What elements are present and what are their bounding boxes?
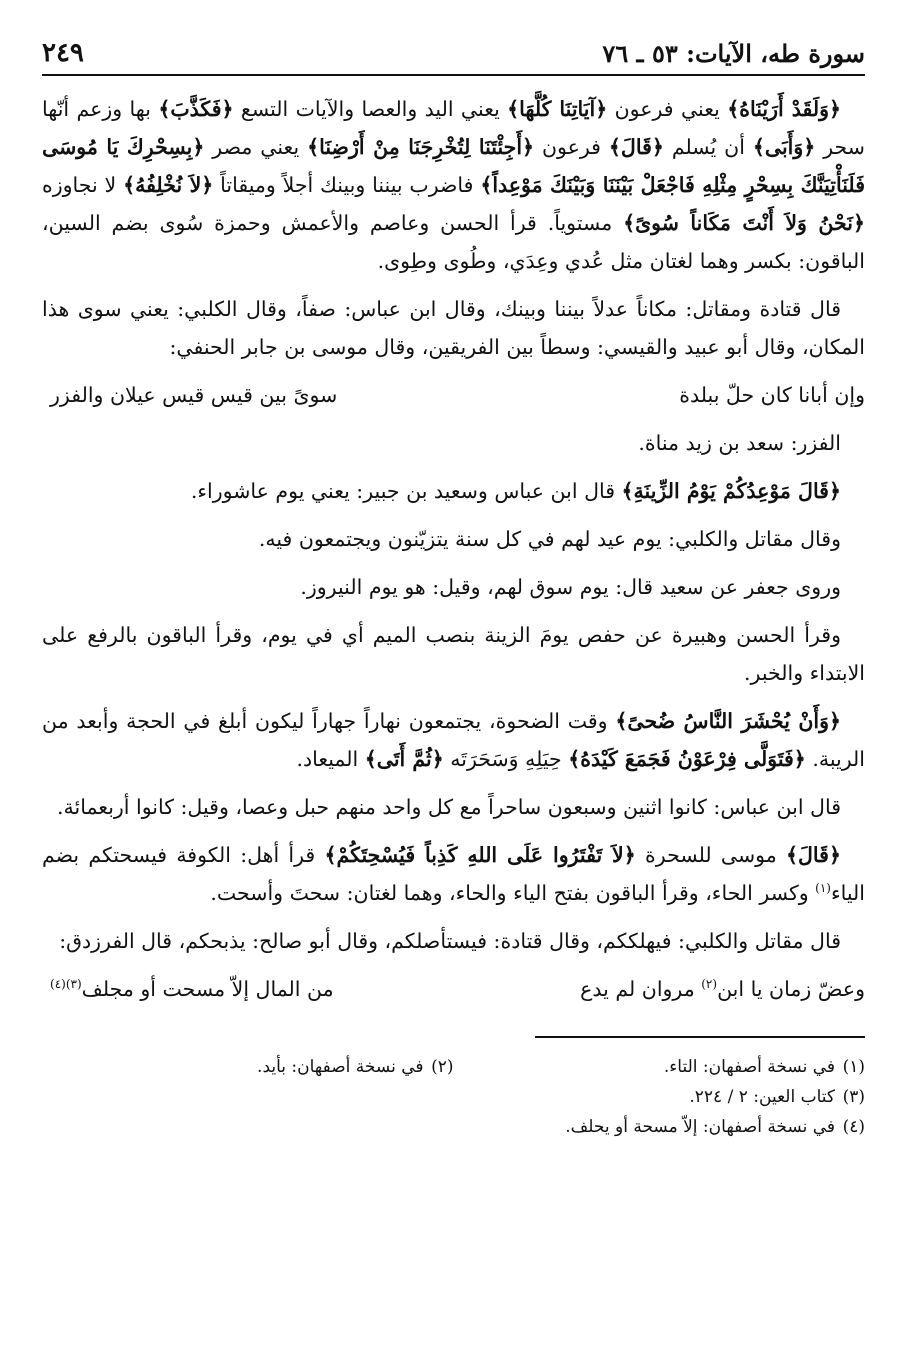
quran-quote: ﴿أَجِئْتَنَا لِتُخْرِجَنَا مِنْ أَرْضِنَا﴾ xyxy=(307,135,535,159)
quran-quote: ﴿وَأَنْ يُحْشَرَ النَّاسُ ضُحىً﴾ xyxy=(615,709,842,733)
footnote-divider xyxy=(535,1036,865,1038)
text: فاضرب بيننا وبينك أجلاً وميقاتاً xyxy=(213,173,481,197)
text: بها وزعم أنّها سحر xyxy=(42,97,865,159)
paragraph: قال قتادة ومقاتل: مكاناً عدلاً بيننا وبينك، وقال ابن عباس: صفاً، وقال الكلبي: يعني سوى هذا المكان، وقال أبو عبيد والقيسي: وسطاً بين الفريقين، وقال موسى بن جابر الحنفي: xyxy=(42,297,865,359)
quran-quote: ﴿فَكَذَّبَ﴾ xyxy=(158,97,234,121)
text: موسى للسحرة xyxy=(635,843,787,867)
verse-text: مروان لم يدع xyxy=(580,977,702,1001)
footnote-number: (٣) xyxy=(842,1087,865,1107)
paragraph xyxy=(42,90,865,280)
poetry-verse xyxy=(42,970,865,1008)
paragraph: قال مقاتل والكلبي: فيهلككم، وقال قتادة: فيستأصلكم، وقال أبو صالح: يذبحكم، قال الفرزدق: xyxy=(59,929,841,953)
paragraph: وقال مقاتل والكلبي: يوم عيد لهم في كل سنة يتزيّنون ويجتمعون فيه. xyxy=(258,527,841,551)
footnote-ref[interactable]: (٣)(٤) xyxy=(50,977,82,992)
quran-quote: ﴿وَلَقَدْ أَرَيْنَاهُ﴾ xyxy=(727,97,842,121)
quran-quote: ﴿وَأَبَى﴾ xyxy=(752,135,816,159)
footnote xyxy=(454,1082,866,1112)
verse-text: وعضّ زمان يا ابن xyxy=(717,977,865,1001)
poetry-verse xyxy=(42,376,865,414)
page-header xyxy=(42,28,865,76)
paragraph: الفزر: سعد بن زيد مناة. xyxy=(638,431,841,455)
verse-second-half xyxy=(50,970,334,1008)
footnote xyxy=(42,1112,865,1142)
verse-text: من المال إلاّ مسحت أو مجلف xyxy=(81,977,334,1001)
chapter-title: سورة طه، الآيات: ٥٣ ـ ٧٦ xyxy=(602,39,865,68)
text: يعني اليد والعصا والآيات التسع xyxy=(233,97,508,121)
page-body xyxy=(42,90,865,1008)
verse-second-half: سوىً بين قيس قيس عيلان والفزر xyxy=(50,383,338,407)
quran-quote: ﴿بِسِحْرِكَ يَا مُوسَى فَلَنَأْتِيَنَّكَ بِسِحْرٍ مِثْلِهِ فَاجْعَلْ بَيْنَنَا وَبَيْنَكَ مَوْعِداً﴾ xyxy=(42,135,865,197)
text: حِيَلِهِ وَسَحَرَتَه xyxy=(443,747,569,771)
footnote-row xyxy=(42,1052,865,1082)
footnote-row xyxy=(42,1112,865,1142)
footnote-row xyxy=(42,1082,865,1112)
verse-first-half xyxy=(580,970,865,1008)
page-number: ٢٤٩ xyxy=(42,38,84,68)
footnote-text: كتاب العين: ٢ / ٢٢٤. xyxy=(689,1087,835,1107)
verse-first-half: وإن أبانا كان حلّ ببلدة xyxy=(679,383,865,407)
text: وكسر الحاء، وقرأ الباقون بفتح الياء والحاء، وهما لغتان: سحتَ وأسحت. xyxy=(210,881,816,905)
text: يعني فرعون xyxy=(607,97,728,121)
paragraph: وقرأ الحسن وهبيرة عن حفص يومَ الزينة بنصب الميم أي في يوم، وقرأ الباقون بالرفع على الابتداء والخبر. xyxy=(42,623,865,685)
paragraph xyxy=(42,836,865,912)
footnote-text: في نسخة أصفهان: التاء. xyxy=(663,1057,835,1077)
quran-quote: ﴿آيَاتِنَا كُلَّهَا﴾ xyxy=(507,97,608,121)
footnote-number: (١) xyxy=(842,1057,865,1077)
footnote-number: (٤) xyxy=(842,1117,865,1137)
text: قرأ أهل: الكوفة فيسحتكم بضم الياء xyxy=(42,843,865,905)
paragraph xyxy=(42,702,865,778)
text: الميعاد. xyxy=(296,747,365,771)
footnote-text: في نسخة أصفهان: بأيد. xyxy=(257,1057,424,1077)
footnote xyxy=(454,1052,866,1082)
footnote-number: (٢) xyxy=(431,1057,454,1077)
quran-quote: ﴿فَتَوَلَّى فِرْعَوْنُ فَجَمَعَ كَيْدَهُ﴾ xyxy=(568,747,806,771)
text: وقت الضحوة، يجتمعون نهاراً جهاراً ليكون أبلغ في الحجة وأبعد من الريبة. xyxy=(42,709,865,771)
footnotes xyxy=(42,1052,865,1142)
paragraph: قال ابن عباس: كانوا اثنين وسبعون ساحراً مع كل واحد منهم حبل وعصا، وقيل: كانوا أربعمائة. xyxy=(57,795,841,819)
text: مستوياً. قرأ الحسن وعاصم والأعمش وحمزة سُوى بضم السين، الباقون: بكسر وهما لغتان مثل عُدي وعِدَي، وطُوى وطِوى. xyxy=(42,211,865,273)
paragraph: وروى جعفر عن سعيد قال: يوم سوق لهم، وقيل: هو يوم النيروز. xyxy=(300,575,841,599)
quran-quote: ﴿قَالَ﴾ xyxy=(786,843,841,867)
footnote xyxy=(42,1052,454,1082)
footnote-ref[interactable]: (١) xyxy=(815,881,831,896)
footnote-text: في نسخة أصفهان: إلاّ مسحة أو يحلف. xyxy=(565,1117,835,1137)
text: يعني مصر xyxy=(204,135,308,159)
quran-quote: ﴿قَالَ﴾ xyxy=(608,135,664,159)
quran-quote: ﴿ثُمَّ أَتَى﴾ xyxy=(364,747,444,771)
footnote-ref[interactable]: (٢) xyxy=(701,977,718,992)
text: أن يُسلم xyxy=(663,135,753,159)
text: لا نجاوزه xyxy=(42,173,124,197)
quran-quote: ﴿نَحْنُ وَلاَ أَنْتَ مَكَاناً سُوىً﴾ xyxy=(623,211,865,235)
text: فرعون xyxy=(534,135,609,159)
text: قال ابن عباس وسعيد بن جبير: يعني يوم عاشوراء. xyxy=(190,479,622,503)
quran-quote: ﴿لاَ نُخْلِفُهُ﴾ xyxy=(123,173,214,197)
quran-quote: ﴿قَالَ مَوْعِدُكُمْ يَوْمُ الزِّينَةِ﴾ xyxy=(621,479,841,503)
quran-quote: ﴿لاَ تَفْتَرُوا عَلَى اللهِ كَذِباً فَيُسْحِتَكُمْ﴾ xyxy=(324,843,636,867)
paragraph xyxy=(42,472,865,510)
